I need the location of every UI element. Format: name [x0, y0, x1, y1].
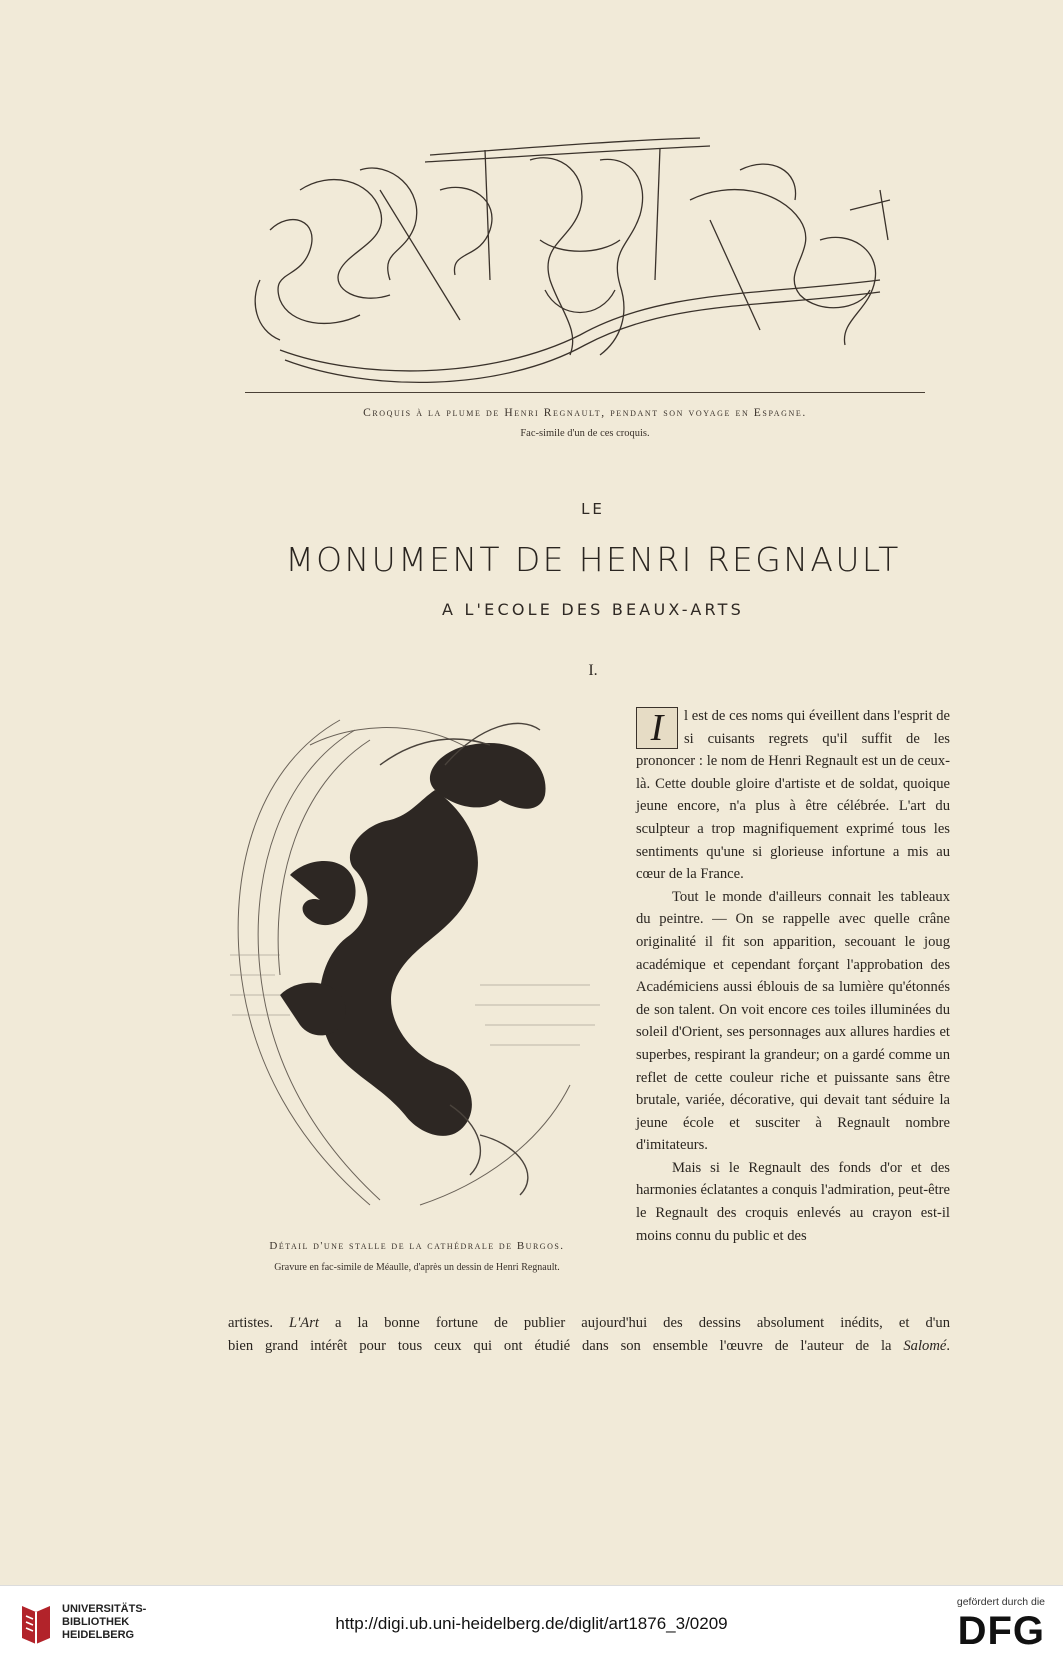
dfg-logo: DFG — [957, 1609, 1045, 1653]
continuation-text-c: bien grand intérêt pour tous ceux qui ont étudié dans son ensemble l'œuvre de l'auteur de la — [228, 1338, 904, 1354]
pen-sketch-illustration — [240, 130, 930, 400]
paragraph-3-continuation — [228, 1312, 950, 1358]
article-subtitle: A L'ECOLE DES BEAUX-ARTS — [442, 600, 744, 619]
continuation-line-2 — [228, 1335, 950, 1358]
drop-cap-initial: I — [636, 707, 678, 749]
engraving-illustration — [220, 705, 615, 1225]
library-name-line-2: BIBLIOTHEK — [62, 1616, 130, 1628]
paragraph-2: Tout le monde d'ailleurs connait les tableaux du peintre. — On se rappelle avec quelle crâne originalité il fit son apparition, secouant le joug académique et cependant forçant l'approbation des Académiciens aussi éblouis de sa lumière qu'étonnés de son talent. On voit encore ces toiles illuminées du soleil d'Orient, ses personnages aux allures hardies et superbes, respirant la grandeur; on a gardé comme un reflet de cette couleur riche et puissante sans être brutale, variée, décorative, qui devait tant séduire la jeune école et susciter à Regnault nombre d'imitateurs. — [636, 888, 950, 1154]
permalink-url[interactable]: http://digi.ub.uni-heidelberg.de/diglit/art1876_3/0209 — [335, 1614, 728, 1633]
library-name-line-3: HEIDELBERG — [62, 1629, 135, 1641]
sketch-caption-subtitle: Fac-simile d'un de ces croquis. — [520, 428, 650, 439]
sketch-caption-title: Croquis à la plume de Henri Regnault, pendant son voyage en Espagne. — [363, 407, 807, 419]
continuation-line-1 — [228, 1312, 950, 1335]
continuation-text-b: a la bonne fortune de publier aujourd'hui des dessins absolument inédits, et d'un — [318, 1315, 950, 1331]
article-text-column — [636, 705, 950, 1247]
library-name-line-1: UNIVERSITÄTS- — [62, 1603, 147, 1615]
article-kicker: LE — [581, 500, 605, 518]
continuation-text-d: . — [946, 1338, 950, 1354]
paragraph-1 — [636, 705, 950, 886]
paragraph-1-text: l est de ces noms qui éveillent dans l'esprit de si cuisants regrets qu'il suffit de les prononcer : le nom de Henri Regnault est un de ceux-là. Cette double gloire d'artiste et de soldat, quoique jeune encore, n'a plus à être célébrée. L'art du sculpteur a trop magnifiquement exprimé tous les sentiments qu'une si glorieuse infortune a mis au cœur de la France. — [636, 708, 950, 883]
funding-note: gefördert durch die — [956, 1596, 1045, 1608]
sketch-baseline-rule — [245, 392, 925, 393]
journal-title-italic: L'Art — [289, 1315, 319, 1331]
engraving-caption-title: Détail d'une stalle de la cathédrale de Burgos. — [269, 1240, 565, 1252]
continuation-text-a: artistes. — [228, 1315, 290, 1331]
work-title-italic: Salomé — [903, 1338, 947, 1354]
article-title: MONUMENT DE HENRI REGNAULT — [285, 540, 901, 579]
digitization-footer — [0, 1585, 1063, 1662]
section-number: I. — [588, 662, 598, 679]
paragraph-3-start: Mais si le Regnault des fonds d'or et des harmonies éclatantes a conquis l'admiration, peut-être le Regnault des croquis enlevés au crayon est-il moins connu du public et des — [636, 1159, 950, 1244]
engraving-caption-subtitle: Gravure en fac-simile de Méaulle, d'après un dessin de Henri Regnault. — [274, 1262, 560, 1273]
